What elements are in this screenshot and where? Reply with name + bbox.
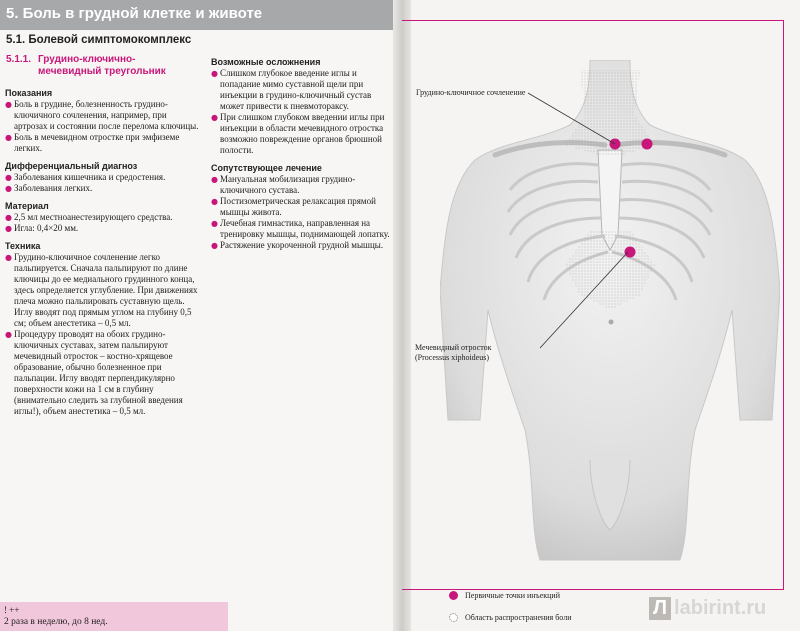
bullet-icon: ● xyxy=(211,175,218,184)
bullet-text: Процедуру проводят на обоих грудино-ключичных суставах, затем пальпируют мечевидный отросток – костно-хрящевое образование, обычно болезненное при пальпации. Иглу вводят перпендикулярно поверхности кожи на 1 см в глубину (внимательно следить за глубиной введения иглы!), объем анестетика – 0,5 мл. xyxy=(14,329,183,416)
bullet-icon: ● xyxy=(211,197,218,206)
bullet-item xyxy=(211,174,397,196)
bullet-list xyxy=(5,99,200,154)
watermark-text: labirint.ru xyxy=(674,597,767,619)
section-heading: Техника xyxy=(5,241,41,251)
bullet-item xyxy=(211,112,397,156)
chapter-title: 5. Боль в грудной клетке и животе xyxy=(6,5,263,22)
subsection-title-line2: мечевидный треугольник xyxy=(38,66,166,77)
bullet-text: Постизометрическая релаксация прямой мышцы живота. xyxy=(220,196,376,217)
section-title: 5.1. Болевой симптомокомплекс xyxy=(6,34,192,46)
bullet-text: Боль в грудине, болезненность грудино-ключичного сочленения, например, при артрозах и состоянии после перелома ключицы. xyxy=(14,99,199,131)
subsection-number: 5.1.1. xyxy=(6,54,32,65)
bullet-item xyxy=(5,212,200,223)
bullet-text: Заболевания кишечника и средостения. xyxy=(14,172,166,182)
bullet-text: Боль в мечевидном отростке при эмфиземе легких. xyxy=(14,132,180,153)
legend-primary-dot xyxy=(449,591,458,600)
bullet-icon: ● xyxy=(5,224,12,233)
watermark xyxy=(649,597,766,620)
section-heading: Материал xyxy=(5,201,49,211)
bullet-list xyxy=(5,172,200,194)
bullet-icon: ● xyxy=(211,69,218,78)
section-block xyxy=(5,241,200,417)
bullet-item xyxy=(5,329,200,417)
frequency-text: 2 раза в неделю, до 8 нед. xyxy=(4,617,108,627)
legend-primary-label: Первичные точки инъекций xyxy=(465,591,560,600)
section-block xyxy=(5,201,200,234)
section-block xyxy=(5,88,200,154)
bullet-item xyxy=(5,99,200,132)
legend-area-swatch xyxy=(449,613,458,622)
bullet-text: Растяжение укороченной грудной мышцы. xyxy=(220,240,384,250)
bullet-item xyxy=(211,68,397,112)
subsection-title-line1: Грудино-ключично- xyxy=(38,54,136,65)
bullet-list xyxy=(211,174,397,251)
bullet-item xyxy=(211,196,397,218)
bullet-list xyxy=(5,212,200,234)
bullet-icon: ● xyxy=(211,113,218,122)
chapter-header-bar xyxy=(0,0,395,30)
section-heading: Показания xyxy=(5,88,53,98)
subsection-title xyxy=(6,54,206,78)
legend-area-label: Область распространения боли xyxy=(465,613,572,622)
bullet-item xyxy=(5,183,200,194)
bullet-icon: ● xyxy=(5,330,12,339)
bullet-text: Грудино-ключичное сочленение легко пальпируется. Сначала пальпируют по длине ключицы до ее медиального грудинного конца, здесь определяется углубление. При движениях плеча можно пальпировать суставную щель. Иглу вводят под прямым углом на глубину 0,5 см; объем анестетика – 0,5 мл. xyxy=(14,252,198,328)
bullet-item xyxy=(211,240,397,251)
section-block xyxy=(211,163,397,251)
bullet-text: Слишком глубокое введение иглы и попадание мимо суставной щели при инъекции в грудино-ключичный сустав может привести к пневмотораксу. xyxy=(220,68,372,111)
rating-text: ! ++ xyxy=(4,605,20,615)
bullet-list xyxy=(5,252,200,417)
right-text-column xyxy=(211,57,397,258)
label-xiphoid: Мечевидный отросток xyxy=(415,343,492,352)
label-sc-joint: Грудино-ключичное сочленение xyxy=(416,88,526,97)
bullet-item xyxy=(211,218,397,240)
section-heading: Сопутствующее лечение xyxy=(211,163,322,173)
left-text-column xyxy=(5,88,200,424)
bullet-text: Лечебная гимнастика, направленная на тренировку мышцы, поднимающей лопатку. xyxy=(220,218,390,239)
bullet-icon: ● xyxy=(5,173,12,182)
bullet-item xyxy=(5,252,200,329)
bullet-text: Заболевания легких. xyxy=(14,183,93,193)
watermark-logo: Л xyxy=(649,597,671,620)
bullet-item xyxy=(5,132,200,154)
bullet-icon: ● xyxy=(5,100,12,109)
section-block xyxy=(5,161,200,194)
bullet-text: Мануальная мобилизация грудино-ключичного сустава. xyxy=(220,174,356,195)
section-heading: Дифференциальный диагноз xyxy=(5,161,138,171)
label-xiphoid-latin: (Processus xiphoideus) xyxy=(415,353,489,362)
bullet-icon: ● xyxy=(5,213,12,222)
bullet-icon: ● xyxy=(5,253,12,262)
bullet-icon: ● xyxy=(5,184,12,193)
section-heading: Возможные осложнения xyxy=(211,57,321,67)
section-block xyxy=(211,57,397,156)
bullet-item xyxy=(5,172,200,183)
bullet-text: При слишком глубоком введении иглы при инъекции в области мечевидного отростка возможно повреждение органов брюшной полости. xyxy=(220,112,385,155)
bullet-list xyxy=(211,68,397,156)
bullet-icon: ● xyxy=(211,241,218,250)
bullet-text: Игла: 0,4×20 мм. xyxy=(14,223,79,233)
bullet-icon: ● xyxy=(211,219,218,228)
bullet-item xyxy=(5,223,200,234)
bullet-text: 2,5 мл местноанестезирующего средства. xyxy=(14,212,173,222)
bullet-icon: ● xyxy=(5,133,12,142)
